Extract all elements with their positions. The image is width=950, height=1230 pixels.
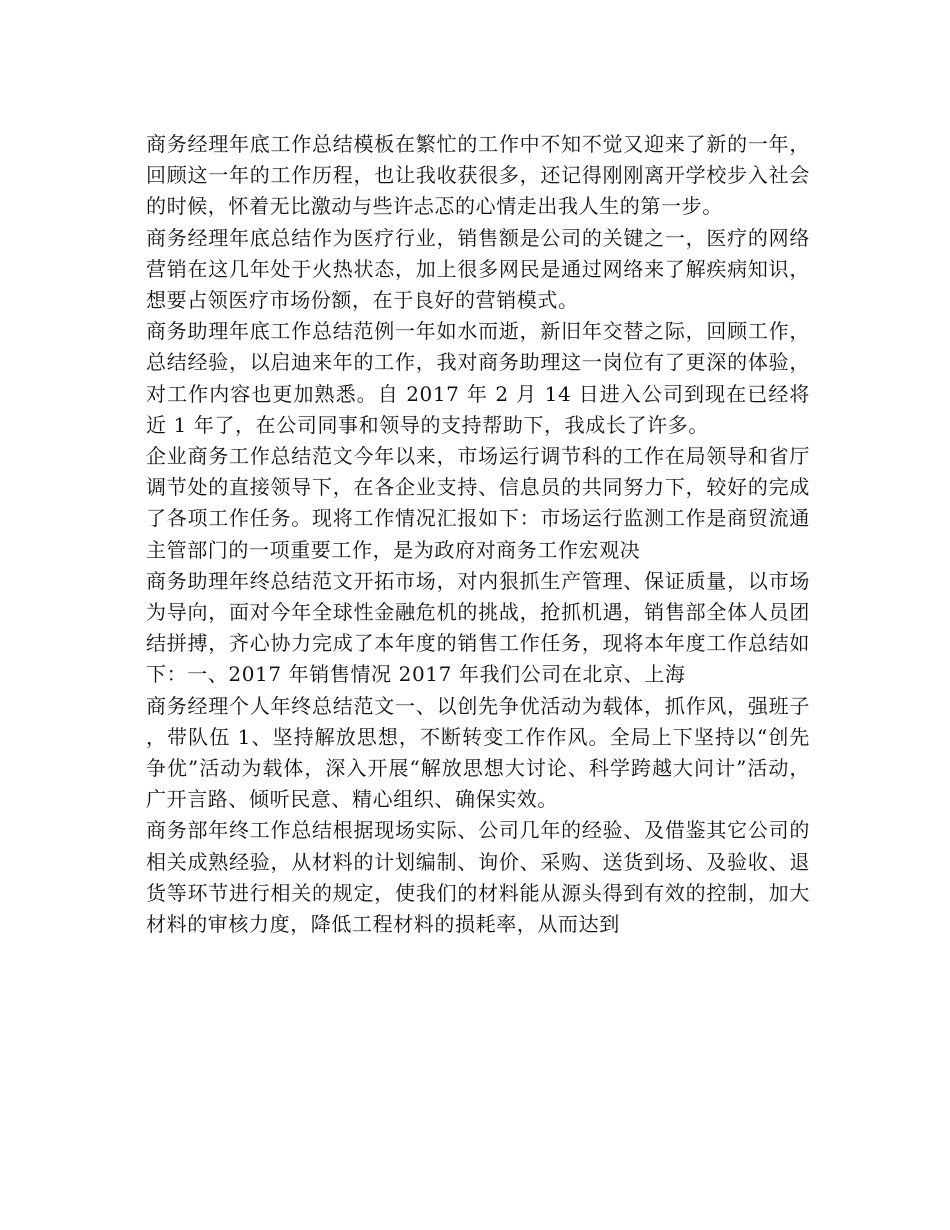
paragraph-5: 商务助理年终总结范文开拓市场，对内狠抓生产管理、保证质量，以市场为导向，面对今年全球性金融危机的挑战，抢抓机遇，销售部全体人员团结拼搏，齐心协力完成了本年度的销售工作任务，现将本年度工作总结如下：一、2017 年销售情况 2017 年我们公司在北京、上海 [146,568,810,687]
paragraph-3: 商务助理年底工作总结范例一年如水而逝，新旧年交替之际，回顾工作，总结经验，以启迪来年的工作，我对商务助理这一岗位有了更深的体验，对工作内容也更加熟悉。自 2017 年 2 月 14 日进入公司到现在已经将近 1 年了，在公司同事和领导的支持帮助下，我成长了许多。 [146,319,810,437]
paragraph-4: 企业商务工作总结范文今年以来，市场运行调节科的工作在局领导和省厅调节处的直接领导下，在各企业支持、信息员的共同努力下，较好的完成了各项工作任务。现将工作情况汇报如下：市场运行监测工作是商贸流通主管部门的一项重要工作，是为政府对商务工作宏观决 [146,444,810,562]
paragraph-2: 商务经理年底总结作为医疗行业，销售额是公司的关键之一，医疗的网络营销在这几年处于火热状态，加上很多网民是通过网络来了解疾病知识，想要占领医疗市场份额，在于良好的营销模式。 [146,225,810,313]
paragraph-1: 商务经理年底工作总结模板在繁忙的工作中不知不觉又迎来了新的一年，回顾这一年的工作历程，也让我收获很多，还记得刚刚离开学校步入社会的时候，怀着无比激动与些许忐忑的心情走出我人生的第一步。 [146,132,810,219]
document-body [146,129,810,940]
paragraph-7: 商务部年终工作总结根据现场实际、公司几年的经验、及借鉴其它公司的相关成熟经验，从材料的计划编制、询价、采购、送货到场、及验收、退货等环节进行相关的规定，使我们的材料能从源头得到有效的控制，加大材料的审核力度，降低工程材料的损耗率，从而达到 [146,818,810,937]
paragraph-6: 商务经理个人年终总结范文一、以创先争优活动为载体，抓作风，强班子，带队伍 1、坚持解放思想，不断转变工作作风。全局上下坚持以“创先争优”活动为载体，深入开展“解放思想大讨论、科学跨越大问计”活动，广开言路、倾听民意、精心组织、确保实效。 [146,693,810,812]
